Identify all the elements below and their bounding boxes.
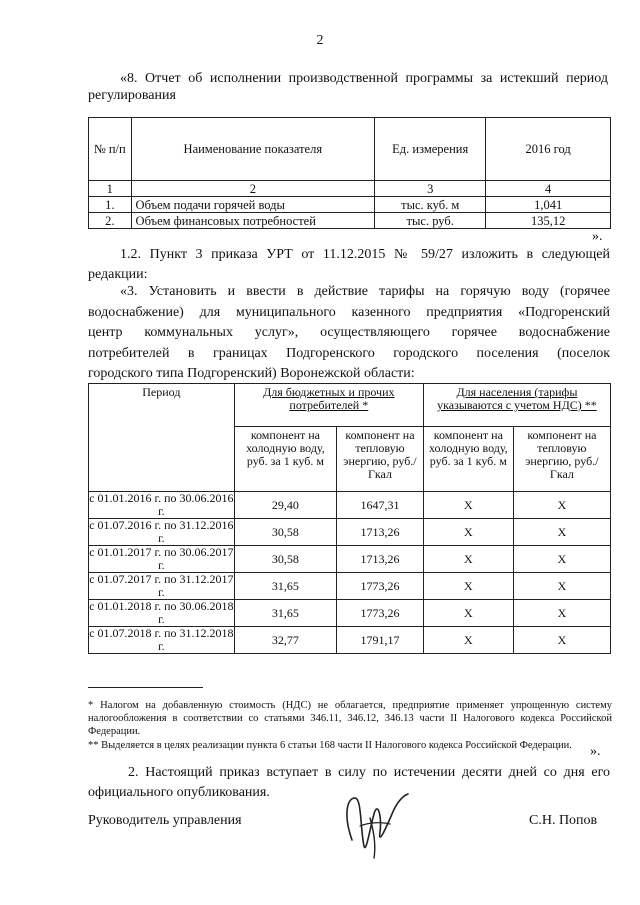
quote-end-mark: ». bbox=[592, 229, 603, 244]
handwritten-signature bbox=[330, 788, 420, 860]
production-program-table bbox=[88, 117, 611, 229]
header-budget-label: Для бюджетных и прочих потребителей * bbox=[263, 385, 395, 412]
page-number: 2 bbox=[316, 33, 324, 48]
footnotes bbox=[88, 699, 612, 753]
row-pop-water: Х bbox=[423, 573, 513, 600]
row-pop-thermal: Х bbox=[513, 492, 610, 519]
header-budget-consumers bbox=[234, 384, 423, 427]
subheader-population-thermal: компонент на тепловую энергию, руб./Гкал bbox=[513, 427, 610, 492]
item-1-2-paragraph bbox=[88, 245, 610, 285]
table-row bbox=[89, 213, 611, 229]
header-number: № п/п bbox=[89, 118, 132, 181]
row-water: 32,77 bbox=[234, 627, 336, 654]
tariff-header-row bbox=[89, 384, 611, 427]
row-pop-water: Х bbox=[423, 600, 513, 627]
column-number: 2 bbox=[131, 181, 375, 197]
item-1-2-line2: редакции: bbox=[88, 267, 148, 282]
item-3-paragraph bbox=[88, 282, 610, 385]
table-row bbox=[89, 573, 611, 600]
table-header-row bbox=[89, 118, 611, 181]
row-pop-thermal: Х bbox=[513, 546, 610, 573]
row-period: с 01.07.2018 г. по 31.12.2018 г. bbox=[89, 626, 234, 653]
row-pop-water: Х bbox=[423, 519, 513, 546]
subheader-population-water: компонент на холодную воду, руб. за 1 куб. м bbox=[423, 427, 513, 492]
item-2-line2: официального опубликования. bbox=[88, 785, 270, 800]
row-thermal: 1773,26 bbox=[337, 600, 424, 627]
row-pop-water: Х bbox=[423, 546, 513, 573]
row-water: 31,65 bbox=[234, 573, 336, 600]
section-8-line1: «8. Отчет об исполнении производственной программы за истекший период bbox=[120, 71, 608, 86]
row-period: с 01.07.2016 г. по 31.12.2016 г. bbox=[89, 518, 234, 545]
row-thermal: 1713,26 bbox=[337, 519, 424, 546]
footnote-divider bbox=[88, 687, 203, 688]
header-year: 2016 год bbox=[486, 118, 611, 181]
row-thermal: 1713,26 bbox=[337, 546, 424, 573]
item-3-line: «3. Установить и ввести в действие тарифы на горячую воду (горячее bbox=[120, 284, 610, 299]
table-row bbox=[89, 197, 611, 213]
table-row bbox=[89, 519, 611, 546]
signatory-position: Руководитель управления bbox=[88, 813, 242, 828]
row-number: 2. bbox=[89, 213, 132, 229]
column-number: 3 bbox=[375, 181, 486, 197]
row-number: 1. bbox=[89, 197, 132, 213]
row-unit: тыс. руб. bbox=[375, 213, 486, 229]
column-number: 4 bbox=[486, 181, 611, 197]
subheader-budget-water: компонент на холодную воду, руб. за 1 куб. м bbox=[234, 427, 336, 492]
row-water: 30,58 bbox=[234, 546, 336, 573]
row-pop-water: Х bbox=[423, 492, 513, 519]
section-8-heading bbox=[88, 70, 608, 104]
row-thermal: 1791,17 bbox=[337, 627, 424, 654]
row-pop-thermal: Х bbox=[513, 627, 610, 654]
table-row bbox=[89, 546, 611, 573]
row-unit: тыс. куб. м bbox=[375, 197, 486, 213]
tariff-table bbox=[88, 383, 611, 654]
table-row bbox=[89, 627, 611, 654]
table-row bbox=[89, 600, 611, 627]
row-name: Объем финансовых потребностей bbox=[131, 213, 375, 229]
row-name: Объем подачи горячей воды bbox=[131, 197, 375, 213]
item-3-line: городского типа Подгоренский) Воронежской области: bbox=[88, 366, 415, 381]
row-thermal: 1647,31 bbox=[337, 492, 424, 519]
row-thermal: 1773,26 bbox=[337, 573, 424, 600]
item-1-2-line1: 1.2. Пункт 3 приказа УРТ от 11.12.2015 № 59/27 изложить в следующей bbox=[120, 247, 610, 262]
column-number: 1 bbox=[89, 181, 132, 197]
footnote: * Налогом на добавленную стоимость (НДС) не облагается, предприятие применяет упрощенную систему налогообложения в соответствии со статьями 346.11, 346.12, 346.13 части II Налогового кодекса Российской Федерации. bbox=[88, 700, 612, 737]
item-3-line: водоснабжение) для муниципального казенного предприятия «Подгоренский bbox=[88, 304, 610, 320]
item-3-line: центр коммунальных услуг», осуществляющего горячее водоснабжение bbox=[88, 325, 610, 340]
row-period: с 01.01.2016 г. по 30.06.2016 г. bbox=[89, 491, 234, 518]
row-value: 135,12 bbox=[486, 213, 611, 229]
header-population-label: Для населения (тарифы указываются с учетом НДС) ** bbox=[437, 385, 597, 412]
row-water: 30,58 bbox=[234, 519, 336, 546]
section-8-line2: регулирования bbox=[88, 88, 176, 103]
item-2-line1: 2. Настоящий приказ вступает в силу по истечении десяти дней со дня его bbox=[128, 765, 610, 780]
column-number-row bbox=[89, 181, 611, 197]
row-period: с 01.01.2017 г. по 30.06.2017 г. bbox=[89, 545, 234, 572]
header-indicator: Наименование показателя bbox=[131, 118, 375, 181]
row-pop-thermal: Х bbox=[513, 600, 610, 627]
item-3-line: потребителей в границах Подгоренского городского поселения (поселок bbox=[88, 345, 610, 361]
row-pop-thermal: Х bbox=[513, 519, 610, 546]
row-period: с 01.01.2018 г. по 30.06.2018 г. bbox=[89, 599, 234, 626]
signatory-name: С.Н. Попов bbox=[529, 813, 598, 828]
footnote: ** Выделяется в целях реализации пункта 6 статьи 168 части II Налогового кодекса Российской Федерации. bbox=[88, 740, 572, 751]
row-water: 31,65 bbox=[234, 600, 336, 627]
row-period: с 01.07.2017 г. по 31.12.2017 г. bbox=[89, 572, 234, 599]
header-unit: Ед. измерения bbox=[375, 118, 486, 181]
row-water: 29,40 bbox=[234, 492, 336, 519]
subheader-budget-thermal: компонент на тепловую энергию, руб./Гкал bbox=[337, 427, 424, 492]
header-period: Период bbox=[89, 384, 235, 492]
row-pop-thermal: Х bbox=[513, 573, 610, 600]
row-pop-water: Х bbox=[423, 627, 513, 654]
row-value: 1,041 bbox=[486, 197, 611, 213]
header-population bbox=[423, 384, 610, 427]
quote-end-mark: ». bbox=[590, 744, 601, 759]
table-row bbox=[89, 492, 611, 519]
